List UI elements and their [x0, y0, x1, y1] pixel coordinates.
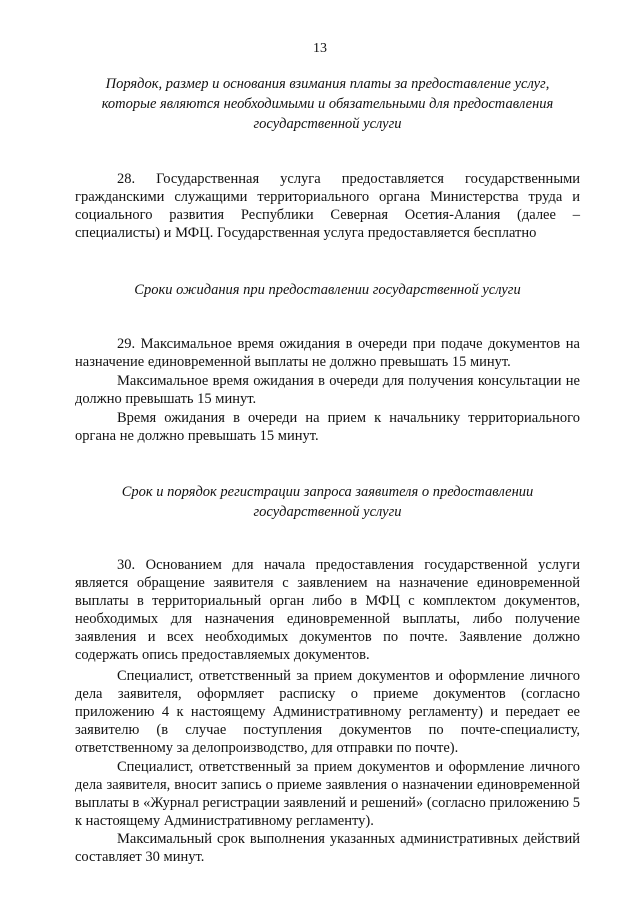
paragraph-29-c: Время ожидания в очереди на прием к начальнику территориального органа не должно превышать 15 минут.: [75, 410, 580, 444]
heading-registration-line-1: Срок и порядок регистрации запроса заявителя о предоставлении: [121, 484, 534, 500]
heading-fee-line-3: государственной услуги: [253, 116, 402, 132]
heading-registration: [75, 482, 580, 522]
paragraph-29-a: 29. Максимальное время ожидания в очереди при подаче документов на назначение единовременной выплаты не должно превышать 15 минут.: [75, 336, 580, 370]
paragraph-30-b: Специалист, ответственный за прием документов и оформление личного дела заявителя, оформляет расписку о приеме документов (согласно приложению 4 к настоящему Административному регламенту) и передает ее заявителю (в случае поступления документов по почте-специалисту, ответственному за делопроизводство, для отправки по почте).: [75, 668, 580, 756]
heading-registration-line-2: государственной услуги: [253, 504, 402, 520]
paragraph-28: 28. Государственная услуга предоставляется государственными гражданскими служащими территориального органа Министерства труда и социального развития Республики Северная Осетия-Алания (далее – специалисты) и МФЦ. Государственная услуга предоставляется бесплатно: [75, 171, 580, 241]
heading-fee-line-2: которые являются необходимыми и обязательными для предоставления: [101, 96, 554, 112]
heading-waiting: Сроки ожидания при предоставлении государственной услуги: [134, 282, 521, 298]
page-number: 13: [313, 41, 327, 56]
paragraph-30-a: 30. Основанием для начала предоставления государственной услуги является обращение заявителя с заявлением на назначение единовременной выплаты в территориальный орган либо в МФЦ с комплектом документов, необходимых для назначения единовременной выплаты, либо получение заявления и всех необходимых документов по почте. Заявление должно содержать опись предоставляемых документов.: [75, 557, 580, 663]
heading-fee: [75, 74, 580, 134]
paragraph-29-b: Максимальное время ожидания в очереди для получения консультации не должно превышать 15 минут.: [75, 373, 580, 407]
heading-fee-line-1: Порядок, размер и основания взимания платы за предоставление услуг,: [105, 76, 550, 92]
paragraph-30-d: Максимальный срок выполнения указанных административных действий составляет 30 минут.: [75, 831, 580, 865]
paragraph-30-c: Специалист, ответственный за прием документов и оформление личного дела заявителя, вносит запись о приеме заявления о назначении единовременной выплаты в «Журнал регистрации заявлений и решений» (согласно приложению 5 к настоящему Административному регламенту).: [75, 759, 580, 829]
